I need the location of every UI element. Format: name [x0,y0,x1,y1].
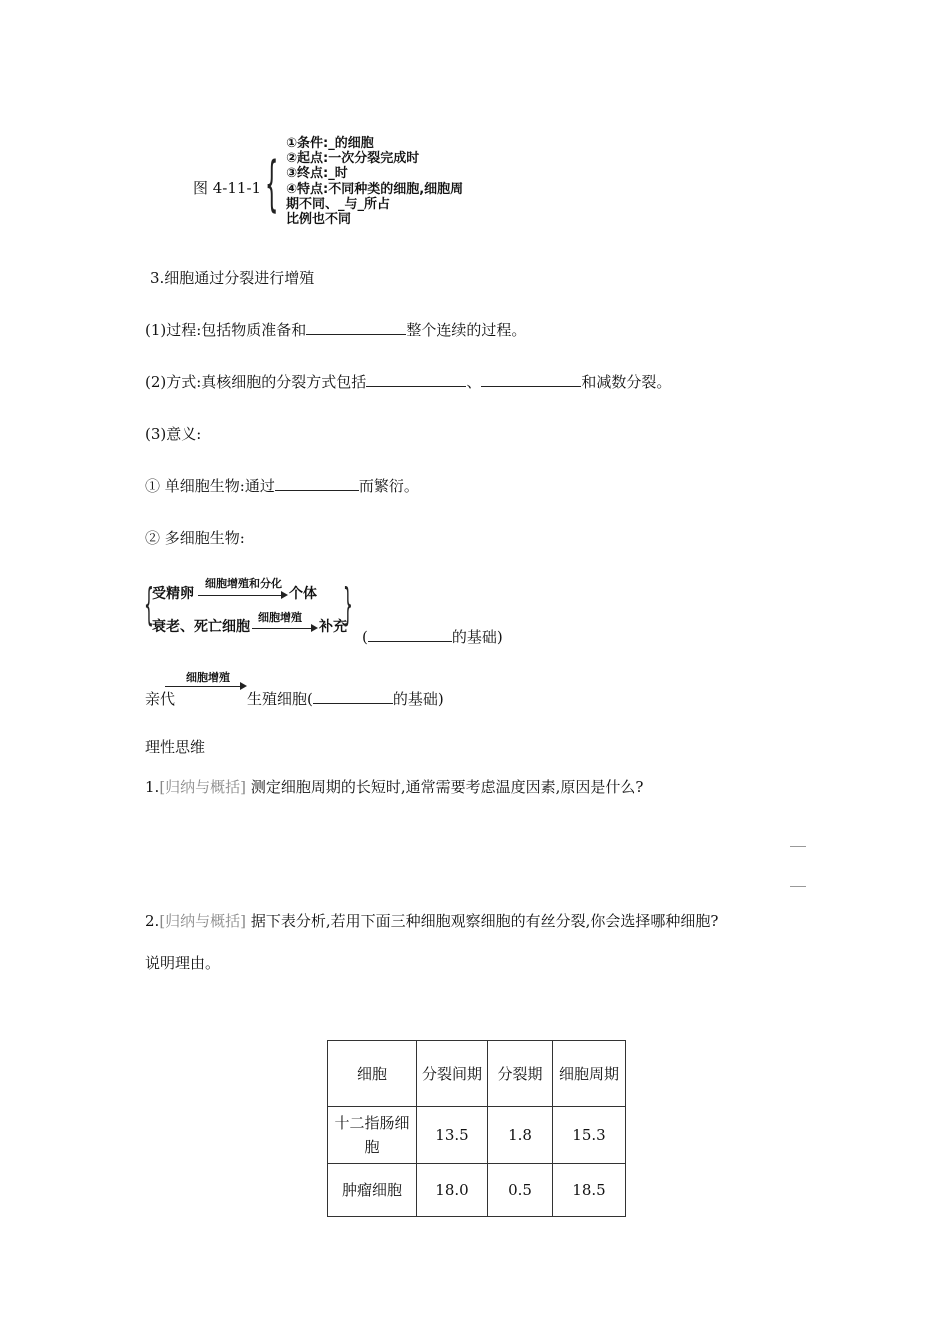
left-brace: { [265,149,279,219]
table-row [328,1164,626,1217]
germ-blank[interactable] [313,689,393,704]
figure-line-5: 期不同、_与_所占 [286,197,391,212]
mode-suffix: 和减数分裂。 [581,373,672,391]
unicellular-prefix: ① 单细胞生物:通过 [145,477,275,495]
process-line [145,320,526,340]
mode-blank-2[interactable] [481,372,581,387]
unicellular-blank[interactable] [275,476,359,491]
replenish-label: 补充 [319,619,347,635]
figure-line-3: ③终点:_时 [286,166,348,181]
question-1 [145,777,643,797]
table-cell: 18.0 [417,1164,488,1217]
question-2 [145,911,718,931]
basis-line-1 [362,627,503,647]
table-header-cell: 分裂期 [488,1041,553,1107]
table-header-cell: 细胞周期 [553,1041,626,1107]
multicellular-label: ② 多细胞生物: [145,529,245,547]
unicellular-line [145,476,419,496]
basis-blank-1[interactable] [368,627,452,642]
table-header-cell: 细胞 [328,1041,417,1107]
row1-arrow-head [281,591,288,599]
germ-line [247,689,444,709]
process-suffix: 整个连续的过程。 [406,321,527,339]
row2-arrow-head [311,624,318,632]
q1-text: 测定细胞周期的长短时,通常需要考虑温度因素,原因是什么? [250,778,644,796]
q1-number: 1. [145,778,160,796]
table-header-row [328,1041,626,1107]
row2-arrow-label: 细胞增殖 [258,611,302,624]
table-cell: 13.5 [417,1107,488,1164]
germ-prefix: 生殖细胞( [247,690,313,708]
figure-line-1: ①条件:_的细胞 [286,136,374,151]
parent-label: 亲代 [145,690,176,708]
table-row [328,1107,626,1164]
parent-arrow-label: 细胞增殖 [186,671,230,684]
q2-tag: [归纳与概括] [159,912,247,930]
table-cell: 肿瘤细胞 [328,1164,417,1217]
figure-line-2: ②起点:一次分裂完成时 [286,151,420,166]
mode-separator: 、 [466,373,482,391]
row1-arrow-line [198,595,282,596]
unicellular-suffix: 而繁衍。 [358,477,419,495]
mode-blank-1[interactable] [366,372,466,387]
germ-suffix: 的基础) [392,690,444,708]
section-title: 3.细胞通过分裂进行增殖 [150,269,315,287]
table-cell: 18.5 [553,1164,626,1217]
table-cell: 1.8 [488,1107,553,1164]
diagram-left-brace: { [144,579,154,630]
question-2-continued: 说明理由。 [145,954,221,972]
basis-open: ( [362,628,368,646]
parent-arrow-head [240,682,247,690]
process-prefix: (1)过程:包括物质准备和 [145,321,307,339]
margin-dash-1 [790,846,806,847]
zygote-label: 受精卵 [152,586,194,602]
figure-line-4: ④特点:不同种类的细胞,细胞周 [286,182,464,197]
table-cell: 0.5 [488,1164,553,1217]
senescent-cells-label: 衰老、死亡细胞 [152,619,250,635]
cell-cycle-table [327,1040,626,1217]
process-blank[interactable] [306,320,406,335]
parent-arrow-line [165,686,241,687]
q2-number: 2. [145,912,160,930]
table-cell: 15.3 [553,1107,626,1164]
meaning-label: (3)意义: [145,425,202,443]
margin-dash-2 [790,886,806,887]
individual-label: 个体 [289,586,317,602]
q1-tag: [归纳与概括] [159,778,247,796]
mode-prefix: (2)方式:真核细胞的分裂方式包括 [145,373,367,391]
figure-line-6: 比例也不同 [286,212,352,227]
mode-line [145,372,671,392]
row1-arrow-label: 细胞增殖和分化 [205,577,282,590]
diagram-right-brace: } [343,579,353,630]
q2-text: 据下表分析,若用下面三种细胞观察细胞的有丝分裂,你会选择哪种细胞? [250,912,719,930]
thinking-heading: 理性思维 [145,738,206,756]
figure-label: 图 4-11-1 [193,179,262,197]
table-header-cell: 分裂间期 [417,1041,488,1107]
table-cell: 十二指肠细胞 [328,1107,417,1164]
row2-arrow-line [252,628,312,629]
basis-suffix-1: 的基础) [451,628,503,646]
